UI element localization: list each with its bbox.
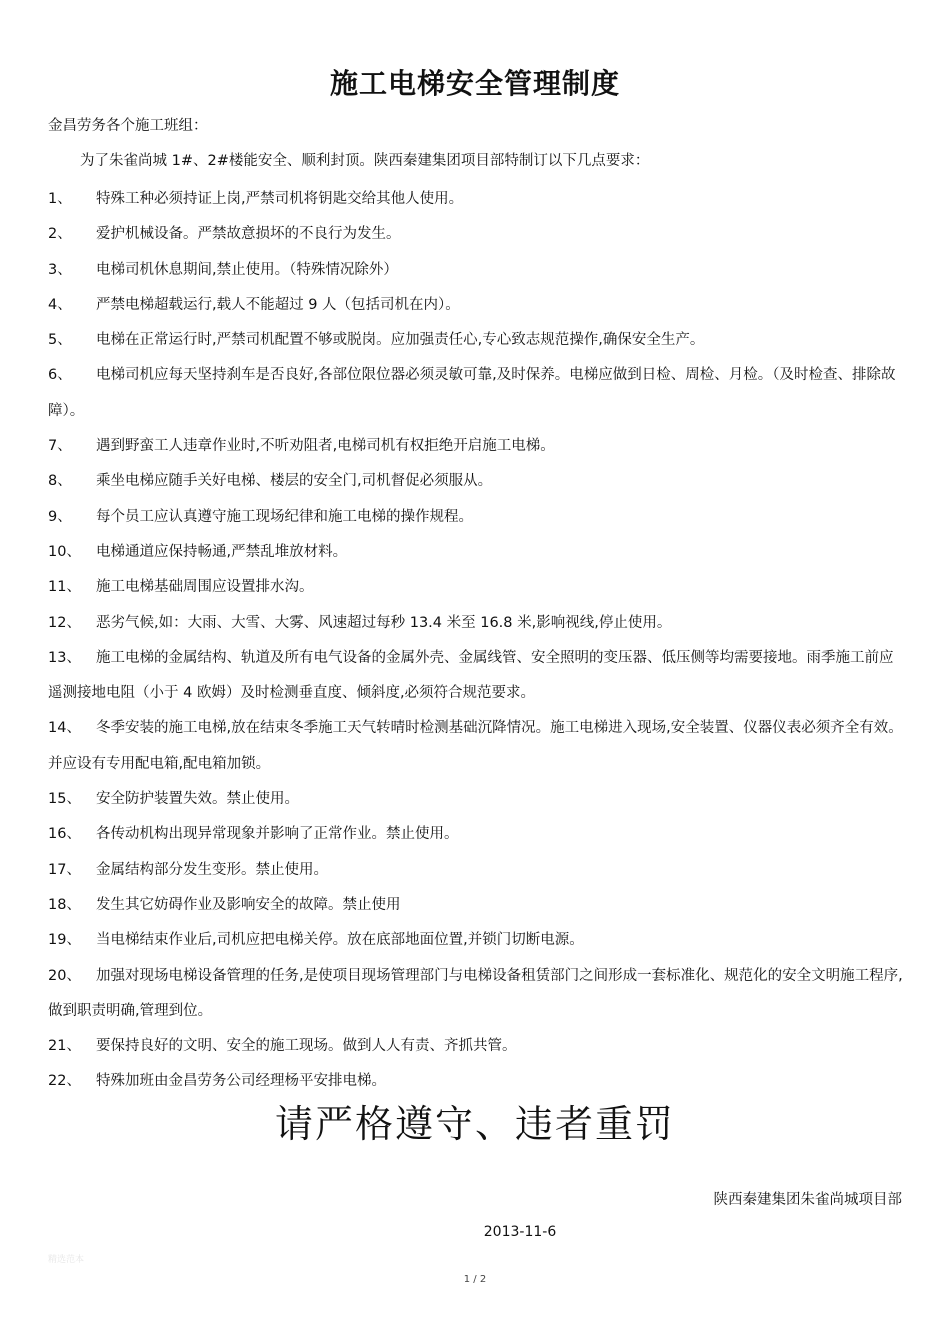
rule-text: 加强对现场电梯设备管理的任务,是使项目现场管理部门与电梯设备租赁部门之间形成一套标准化、规范化的安全文明施工程序,做到职责明确,管理到位。 (48, 967, 903, 1019)
rule-number: 1、 (48, 191, 72, 207)
greeting: 金昌劳务各个施工班组： (48, 118, 208, 134)
rule-number: 6、 (48, 367, 72, 384)
rule-item (48, 923, 904, 958)
rule-number: 10、 (48, 543, 81, 560)
intro-paragraph: 为了朱雀尚城 1#、2#楼能安全、顺利封顶。陕西秦建集团项目部特制订以下几点要求： (80, 153, 650, 169)
rule-item (48, 711, 904, 782)
rule-item (48, 959, 904, 1030)
slogan: 请严格遵守、违者重罚 (274, 1102, 675, 1146)
rule-number: 15、 (48, 791, 81, 808)
rule-number: 3、 (48, 261, 72, 278)
rule-item (48, 217, 904, 252)
rule-text: 要保持良好的文明、安全的施工现场。做到人人有责、齐抓共管。 (96, 1038, 517, 1055)
rule-item (48, 464, 904, 499)
rule-text: 严禁电梯超载运行,载人不能超过 9 人（包括司机在内）。 (96, 296, 460, 313)
rule-text: 安全防护装置失效。禁止使用。 (96, 791, 299, 808)
rule-item (48, 288, 904, 323)
rule-text: 发生其它妨碍作业及影响安全的故障。禁止使用 (96, 896, 401, 913)
rule-text: 电梯在正常运行时,严禁司机配置不够或脱岗。应加强责任心,专心致志规范操作,确保安全生产。 (96, 332, 705, 349)
rule-item (48, 570, 904, 605)
rule-number: 14、 (48, 720, 81, 737)
rule-number: 19、 (48, 932, 81, 949)
rules-list (48, 182, 904, 1100)
rule-text: 恶劣气候,如：大雨、大雪、大雾、风速超过每秒 13.4 米至 16.8 米,影响视线,停止使用。 (96, 614, 672, 631)
rule-item (48, 817, 904, 852)
rule-item (48, 888, 904, 923)
rule-text: 金属结构部分发生变形。禁止使用。 (96, 861, 328, 878)
rule-text: 施工电梯的金属结构、轨道及所有电气设备的金属外壳、金属线管、安全照明的变压器、低压侧等均需要接地。雨季施工前应遥测接地电阻（小于 4 欧姆）及时检测垂直度、倾斜度,必须符合规范要求。 (48, 649, 894, 702)
rule-text: 电梯司机应每天坚持刹车是否良好,各部位限位器必须灵敏可靠,及时保养。电梯应做到日检、周检、月检。（及时检查、排除故障）。 (48, 367, 896, 419)
rule-text: 爱护机械设备。严禁故意损坏的不良行为发生。 (96, 226, 401, 243)
rule-number: 16、 (48, 826, 81, 843)
rule-text: 特殊加班由金昌劳务公司经理杨平安排电梯。 (96, 1073, 386, 1090)
rule-number: 2、 (48, 226, 72, 243)
watermark: 精选范本 (48, 1255, 85, 1265)
rule-text: 各传动机构出现异常现象并影响了正常作业。禁止使用。 (96, 826, 459, 843)
rule-number: 17、 (48, 861, 81, 878)
rule-number: 20、 (48, 967, 81, 984)
rule-number: 22、 (48, 1073, 81, 1090)
rule-item (48, 429, 904, 464)
rule-text: 特殊工种必须持证上岗,严禁司机将钥匙交给其他人使用。 (96, 191, 464, 207)
rule-text: 当电梯结束作业后,司机应把电梯关停。放在底部地面位置,并锁门切断电源。 (96, 932, 584, 949)
rule-item (48, 182, 904, 217)
rule-text: 乘坐电梯应随手关好电梯、楼层的安全门,司机督促必须服从。 (96, 473, 493, 490)
rule-item (48, 606, 904, 641)
rule-number: 13、 (48, 649, 81, 666)
rule-text: 每个员工应认真遵守施工现场纪律和施工电梯的操作规程。 (96, 508, 473, 525)
rule-number: 7、 (48, 438, 72, 455)
rule-number: 9、 (48, 508, 72, 525)
rule-item (48, 782, 904, 817)
rule-item (48, 641, 904, 712)
rule-item (48, 853, 904, 888)
rule-item (48, 323, 904, 358)
rule-text: 遇到野蛮工人违章作业时,不听劝阻者,电梯司机有权拒绝开启施工电梯。 (96, 438, 555, 455)
rule-number: 5、 (48, 332, 72, 349)
rule-number: 8、 (48, 473, 72, 490)
rule-text: 冬季安装的施工电梯,放在结束冬季施工天气转晴时检测基础沉降情况。施工电梯进入现场,安全装置、仪器仪表必须齐全有效。并应设有专用配电箱,配电箱加锁。 (48, 720, 903, 772)
page-title: 施工电梯安全管理制度 (329, 67, 620, 100)
signature: 陕西秦建集团朱雀尚城项目部 (713, 1192, 902, 1208)
rule-text: 电梯司机休息期间,禁止使用。（特殊情况除外） (96, 261, 398, 278)
rule-number: 11、 (48, 579, 81, 596)
page-indicator: 1 / 2 (463, 1274, 487, 1285)
rule-number: 4、 (48, 296, 72, 313)
rule-item (48, 535, 904, 570)
rule-item (48, 253, 904, 288)
rule-item (48, 358, 904, 429)
date: 2013-11-6 (483, 1224, 557, 1240)
rule-number: 18、 (48, 896, 81, 913)
rule-text: 电梯通道应保持畅通,严禁乱堆放材料。 (96, 543, 348, 560)
rule-item (48, 500, 904, 535)
rule-number: 21、 (48, 1038, 81, 1055)
rule-item (48, 1029, 904, 1064)
rule-number: 12、 (48, 614, 81, 631)
rule-text: 施工电梯基础周围应设置排水沟。 (96, 579, 314, 596)
